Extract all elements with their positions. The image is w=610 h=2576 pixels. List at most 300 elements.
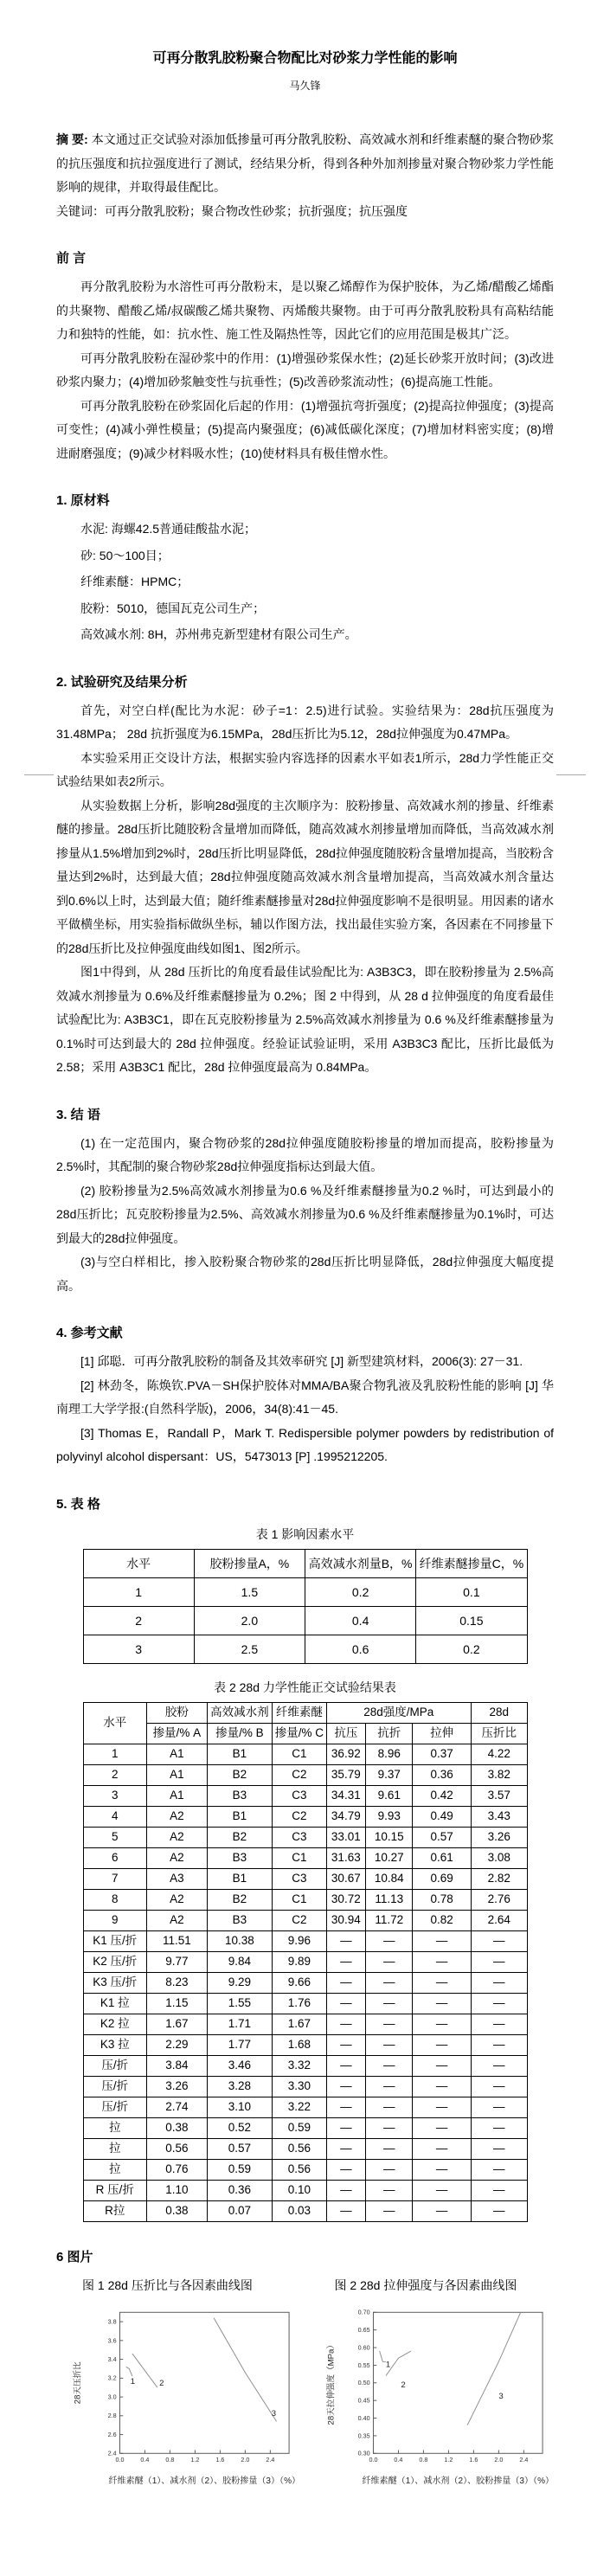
table-cell: 31.63 <box>326 1847 365 1868</box>
table-cell: 1.76 <box>273 1993 326 2014</box>
reference-item: [2] 林劲冬，陈焕钦.PVA－SH保护胶体对MMA/BA聚合物乳液及乳胶粉性能的影响 [J] 华南理工大学学报:(自然科学版)，2006，34(8):41－45. <box>56 1378 554 1416</box>
table-cell: 0.4 <box>305 1606 416 1635</box>
table-cell: A2 <box>147 1806 208 1827</box>
heading-tables: 5. 表 格 <box>56 1496 100 1512</box>
table-header-cell: 拉伸 <box>413 1723 472 1744</box>
y-tick-label: 0.45 <box>357 2396 370 2405</box>
table-cell: A2 <box>147 1910 208 1930</box>
table-row <box>83 1577 527 1606</box>
experiment-paragraph-2: 本实验采用正交设计方法，根据实验内容选择的因素水平如表1所示，28d力学性能正交试验结果如表2所示。 <box>56 750 554 788</box>
heading-experiment: 2. 试验研究及结果分析 <box>56 674 188 690</box>
table-cell: B2 <box>207 1827 273 1847</box>
table-cell: 11.72 <box>366 1910 413 1930</box>
table1-caption: 表 1 影响因素水平 <box>255 1526 355 1541</box>
y-tick-label: 2.4 <box>107 2449 117 2457</box>
x-tick-label: 0.4 <box>393 2455 402 2464</box>
plot-box <box>373 2312 543 2453</box>
table-cell: 9.61 <box>366 1785 413 1806</box>
table-cell: — <box>326 2076 365 2097</box>
table-cell: C1 <box>273 1847 326 1868</box>
table-cell: 8 <box>83 1889 147 1910</box>
x-tick-label: 1.2 <box>190 2455 200 2464</box>
table-cell: — <box>413 2014 472 2034</box>
table-cell: 0.69 <box>413 1868 472 1889</box>
heading-preface: 前 言 <box>56 251 87 266</box>
table-cell: 0.56 <box>273 2159 326 2180</box>
table-header-cell: 纤维素醚掺量C，% <box>416 1549 527 1577</box>
table-header-cell: 28d强度/MPa <box>326 1702 471 1723</box>
table-cell: 0.59 <box>273 2117 326 2138</box>
table-cell: 30.94 <box>326 1910 365 1930</box>
table-cell: — <box>366 2014 413 2034</box>
table-cell: — <box>471 2076 527 2097</box>
table-header-row <box>83 1702 527 1723</box>
table-header-cell: 28d <box>471 1702 527 1723</box>
heading-conclusion: 3. 结 语 <box>56 1107 100 1122</box>
table-cell: B2 <box>207 1764 273 1785</box>
table-cell: A2 <box>147 1847 208 1868</box>
table-cell: — <box>366 2200 413 2221</box>
table-cell: — <box>413 2180 472 2200</box>
table-cell: 0.49 <box>413 1806 472 1827</box>
series-line-3 <box>214 2317 276 2421</box>
table-cell: 3.43 <box>471 1806 527 1827</box>
table-cell: 2.5 <box>194 1635 305 1663</box>
table-cell: A1 <box>147 1764 208 1785</box>
table-cell: — <box>413 2097 472 2117</box>
table-cell: — <box>326 2117 365 2138</box>
table-cell: — <box>366 2159 413 2180</box>
table-cell: 9.29 <box>207 1972 273 1993</box>
table-header-cell: 掺量/% B <box>207 1723 273 1744</box>
table-cell: 1.10 <box>147 2180 208 2200</box>
table-cell: 9.96 <box>273 1930 326 1951</box>
table-row <box>83 1827 527 1847</box>
table-cell: — <box>413 2055 472 2076</box>
table-cell: 1.71 <box>207 2014 273 2034</box>
table-cell: 9 <box>83 1910 147 1930</box>
table-cell: 0.36 <box>413 1764 472 1785</box>
table-cell: 11.51 <box>147 1930 208 1951</box>
table-cell: 0.2 <box>305 1577 416 1606</box>
table-cell: — <box>471 1951 527 1972</box>
table-orthogonal-results <box>83 1702 528 2222</box>
figure2-line-chart <box>322 2300 555 2497</box>
table-cell: 3.84 <box>147 2055 208 2076</box>
table-cell: — <box>413 1951 472 1972</box>
table-cell: 1 <box>83 1744 147 1764</box>
series-label-3: 3 <box>271 2408 277 2419</box>
table-cell: — <box>471 2200 527 2221</box>
table-cell: 1.15 <box>147 1993 208 2014</box>
x-axis-title: 纤维素醚（1）、减水剂（2）、胶粉掺量（3）（%） <box>361 2476 554 2486</box>
table-header-cell: 压折比 <box>471 1723 527 1744</box>
table-cell: 7 <box>83 1868 147 1889</box>
table-cell: — <box>471 2159 527 2180</box>
table-cell: C3 <box>273 1827 326 1847</box>
table-cell: K3 拉 <box>83 2034 147 2055</box>
series-line-1 <box>126 2367 132 2376</box>
table-cell: 9.66 <box>273 1972 326 1993</box>
table-cell: K1 压/折 <box>83 1930 147 1951</box>
table-cell: 3.46 <box>207 2055 273 2076</box>
table-cell: 3 <box>83 1635 194 1663</box>
table-cell: — <box>471 2138 527 2159</box>
y-tick-label: 3.2 <box>107 2374 117 2382</box>
table-cell: A2 <box>147 1827 208 1847</box>
table-cell: — <box>413 2200 472 2221</box>
table-cell: 4.22 <box>471 1744 527 1764</box>
y-tick-label: 0.60 <box>357 2342 370 2351</box>
table-header-cell: 高效减水剂 <box>207 1702 273 1723</box>
table-cell: 2.0 <box>194 1606 305 1635</box>
table-cell: 3.22 <box>273 2097 326 2117</box>
table-cell: — <box>366 1993 413 2014</box>
heading-figures: 6 图片 <box>56 2249 93 2264</box>
heading-materials: 1. 原材料 <box>56 493 110 508</box>
y-tick-label: 2.6 <box>107 2430 117 2438</box>
table-cell: 0.82 <box>413 1910 472 1930</box>
x-tick-label: 0.0 <box>115 2455 125 2464</box>
table-cell: 5 <box>83 1827 147 1847</box>
table-cell: 3.26 <box>147 2076 208 2097</box>
table-cell: 1.5 <box>194 1577 305 1606</box>
table-cell: 10.84 <box>366 1868 413 1889</box>
table-cell: 2.64 <box>471 1910 527 1930</box>
table-cell: B3 <box>207 1785 273 1806</box>
table-cell: — <box>326 1972 365 1993</box>
table-cell: 拉 <box>83 2159 147 2180</box>
table-cell: — <box>366 1972 413 1993</box>
x-tick-label: 2.4 <box>266 2455 275 2464</box>
table-cell: — <box>413 1993 472 2014</box>
table-cell: 0.52 <box>207 2117 273 2138</box>
table-cell: — <box>366 1951 413 1972</box>
y-tick-label: 0.35 <box>357 2431 370 2439</box>
table-cell: 0.15 <box>416 1606 527 1635</box>
table-row <box>83 1606 527 1635</box>
table-cell: 8.96 <box>366 1744 413 1764</box>
table-cell: B3 <box>207 1910 273 1930</box>
table-cell: 9.89 <box>273 1951 326 1972</box>
table-cell: — <box>326 2138 365 2159</box>
table-cell: 3.32 <box>273 2055 326 2076</box>
table-cell: C2 <box>273 1806 326 1827</box>
keywords-line: 关键词：可再分散乳胶粉；聚合物改性砂浆；抗折强度；抗压强度 <box>56 203 408 218</box>
table-cell: A1 <box>147 1744 208 1764</box>
table-cell: A3 <box>147 1868 208 1889</box>
table-cell: R拉 <box>83 2200 147 2221</box>
table-header-cell: 胶粉 <box>147 1702 208 1723</box>
series-label-1: 1 <box>130 2376 136 2386</box>
conclusion-item: (1) 在一定范围内，聚合物砂浆的28d拉伸强度随胶粉掺量的增加而提高，胶粉掺量为2.5%时，其配制的聚合物砂浆28d拉伸强度指标达到最大值。 <box>56 1135 554 1173</box>
x-tick-label: 1.6 <box>215 2455 225 2464</box>
table-cell: — <box>326 1993 365 2014</box>
table-cell: 0.76 <box>147 2159 208 2180</box>
table-row <box>83 1930 527 1951</box>
preface-paragraph-3: 可再分散乳胶粉在砂浆固化后起的作用：(1)增强抗弯折强度；(2)提高拉伸强度；(3)提高可变性；(4)减小弹性模量；(5)提高内聚强度；(6)减低碳化深度；(7)增加材料密实度；(8)增进耐磨强度；(9)减少材料吸水性；(10)使材料具有极佳憎水性。 <box>56 398 554 460</box>
table-cell: 1.77 <box>207 2034 273 2055</box>
table-cell: 2.82 <box>471 1868 527 1889</box>
table-cell: — <box>326 2200 365 2221</box>
heading-references: 4. 参考文献 <box>56 1326 123 1340</box>
table-cell: K1 拉 <box>83 1993 147 2014</box>
page-break-marker <box>0 774 610 775</box>
figure1-line-chart <box>68 2300 301 2497</box>
table-header-cell: 掺量/% C <box>273 1723 326 1744</box>
figure1-caption: 图 1 28d 压折比与各因素曲线图 <box>82 2277 253 2292</box>
table-cell: 0.07 <box>207 2200 273 2221</box>
table-cell: — <box>471 1993 527 2014</box>
table-cell: 0.10 <box>273 2180 326 2200</box>
table-cell: 0.57 <box>207 2138 273 2159</box>
experiment-paragraph-3: 从实验数据上分析，影响28d强度的主次顺序为：胶粉掺量、高效减水剂的掺量、纤维素醚的掺量。28d压折比随胶粉含量增加而降低，随高效减水剂掺量增加而降低，当高效减水剂掺量从1.5%增加到2%时，28d压折比明显降低，28d拉伸强度随胶粉含量增加提高，当胶粉含量达到2%时，达到最大值；28d拉伸强度随高效减水剂含量增加提高，当高效减水剂含量达到0.6%以上时，达到最大值；随纤维素醚掺量对28d拉伸强度影响不是很明显。用因素的诸水平做横坐标，用实验指标做纵坐标，辅以作图方法，找出最佳实验方案，各因素在不同掺量下的28d压折比及拉伸强度曲线如图1、图2所示。 <box>56 798 554 955</box>
conclusion-item: (3)与空白样相比，掺入胶粉聚合物砂浆的28d压折比明显降低，28d拉伸强度大幅度提高。 <box>56 1255 554 1293</box>
table-cell: 拉 <box>83 2117 147 2138</box>
table-row <box>83 1744 527 1764</box>
table-row <box>83 1868 527 1889</box>
table-header-cell: 纤维素醚 <box>273 1702 326 1723</box>
table-cell: 10.15 <box>366 1827 413 1847</box>
table-row <box>83 1847 527 1868</box>
table-cell: 33.01 <box>326 1827 365 1847</box>
table-cell: — <box>413 2159 472 2180</box>
table-cell: — <box>366 2117 413 2138</box>
table-cell: C2 <box>273 1764 326 1785</box>
abstract-label: 摘 要: <box>56 132 88 146</box>
table-row <box>83 2076 527 2097</box>
material-line: 水泥: 海螺42.5普通硅酸盐水泥； <box>80 522 257 536</box>
table-cell: — <box>366 2180 413 2200</box>
table-cell: 9.77 <box>147 1951 208 1972</box>
table-row <box>83 1972 527 1993</box>
y-tick-label: 2.8 <box>107 2411 117 2419</box>
page-break-dash-right <box>556 774 586 775</box>
table-cell: 2.74 <box>147 2097 208 2117</box>
experiment-paragraph-4: 图1中得到，从 28d 压折比的角度看最佳试验配比为: A3B3C3，即在胶粉掺量为 2.5%高效减水剂掺量为 0.6%及纤维素醚掺量为 0.2%；图 2 中得到，从 28 d 拉伸强度的角度看最佳试验配比为: A3B3C1，即在瓦克胶粉掺量为 2.5%高效减水剂掺量为 0.6 %及纤维素醚掺量为 0.1%时可达到最大的 28d 拉伸强度。经验证试验证明，采用 A3B3C3 配比，压折比最低为 2.58；采用 A3B3C1 配比，28d 拉伸强度最高为 0.84MPa。 <box>56 965 554 1074</box>
table-cell: — <box>326 1951 365 1972</box>
table-cell: 3.08 <box>471 1847 527 1868</box>
author-name: 马久锋 <box>289 80 321 92</box>
table-cell: — <box>326 2014 365 2034</box>
preface-paragraph-1: 再分散乳胶粉为水溶性可再分散粉末，是以聚乙烯醇作为保护胶体，为乙烯/醋酸乙烯酯的共聚物、醋酸乙烯/叔碳酸乙烯共聚物、丙烯酸共聚物。由于可再分散乳胶粉具有高粘结能力和独特的性能，如：抗水性、施工性及隔热性等，因此它们的应用范围是极其广泛。 <box>56 279 554 341</box>
table-cell: 34.79 <box>326 1806 365 1827</box>
table-cell: 34.31 <box>326 1785 365 1806</box>
table-cell: 0.61 <box>413 1847 472 1868</box>
table-cell: — <box>471 1972 527 1993</box>
table-cell: 3.30 <box>273 2076 326 2097</box>
table-cell: 1.67 <box>147 2014 208 2034</box>
table-cell: 0.42 <box>413 1785 472 1806</box>
table-header-cell: 水平 <box>83 1549 194 1577</box>
table-cell: 0.56 <box>273 2138 326 2159</box>
table-cell: 0.1 <box>416 1577 527 1606</box>
table-cell: 10.27 <box>366 1847 413 1868</box>
y-tick-label: 0.65 <box>357 2325 370 2334</box>
x-tick-label: 0.0 <box>368 2455 377 2464</box>
table-header-cell: 高效减水剂量B，% <box>305 1549 416 1577</box>
plot-box <box>119 2312 289 2453</box>
table-row <box>83 1951 527 1972</box>
table-cell: 0.37 <box>413 1744 472 1764</box>
y-tick-label: 0.30 <box>357 2449 370 2457</box>
conclusion-item: (2) 胶粉掺量为2.5%高效减水剂掺量为0.6 %及纤维素醚掺量为0.2 %时，可达到最小的28d压折比；瓦克胶粉掺量为2.5%、高效减水剂掺量为0.6 %及纤维素醚掺量为0.1%时，可达到最大的28d拉伸强度。 <box>56 1183 554 1245</box>
series-label-1: 1 <box>385 2359 390 2369</box>
table-cell: 0.56 <box>147 2138 208 2159</box>
x-tick-label: 2.0 <box>241 2455 250 2464</box>
material-line: 胶粉：5010，德国瓦克公司生产； <box>80 601 266 615</box>
table-cell: B2 <box>207 1889 273 1910</box>
table-cell: B1 <box>207 1868 273 1889</box>
table-cell: — <box>366 2034 413 2055</box>
table-cell: A1 <box>147 1785 208 1806</box>
table-row <box>83 1993 527 2014</box>
table-cell: — <box>366 2097 413 2117</box>
table-cell: — <box>413 2034 472 2055</box>
table-row <box>83 2097 527 2117</box>
table-cell: C3 <box>273 1785 326 1806</box>
table-cell: 1.55 <box>207 1993 273 2014</box>
table-cell: 30.67 <box>326 1868 365 1889</box>
table-cell: 3.82 <box>471 1764 527 1785</box>
table-row <box>83 1785 527 1806</box>
series-line-2 <box>132 2354 157 2387</box>
table-header-row <box>83 1723 527 1744</box>
table-cell: 10.38 <box>207 1930 273 1951</box>
table-cell: 3 <box>83 1785 147 1806</box>
experiment-paragraph-1: 首先，对空白样(配比为水泥：砂子=1：2.5)进行试验。实验结果为：28d抗压强度为31.48MPa； 28d 抗折强度为6.15MPa，28d压折比为5.12，28d拉伸强度为0.47MPa。 <box>56 703 554 741</box>
table-cell: 30.72 <box>326 1889 365 1910</box>
table-cell: 6 <box>83 1847 147 1868</box>
table-cell: 0.38 <box>147 2117 208 2138</box>
table-header-cell: 掺量/% A <box>147 1723 208 1744</box>
table-row <box>83 2055 527 2076</box>
table-cell: — <box>471 2034 527 2055</box>
table-cell: 压/折 <box>83 2097 147 2117</box>
table-cell: — <box>471 2097 527 2117</box>
table-row <box>83 2200 527 2221</box>
table-cell: — <box>471 2117 527 2138</box>
table-cell: 0.03 <box>273 2200 326 2221</box>
series-label-2: 2 <box>400 2380 406 2390</box>
table-header-cell: 胶粉掺量A，% <box>194 1549 305 1577</box>
table-cell: — <box>366 1930 413 1951</box>
material-line: 纤维素醚：HPMC； <box>80 575 189 588</box>
table-factor-levels <box>83 1549 528 1664</box>
table-cell: R 压/折 <box>83 2180 147 2200</box>
y-tick-label: 3.8 <box>107 2317 117 2326</box>
page-break-dash-left <box>24 774 54 775</box>
table-cell: C3 <box>273 1868 326 1889</box>
table-row <box>83 2159 527 2180</box>
x-tick-label: 2.4 <box>518 2455 528 2464</box>
y-tick-label: 0.70 <box>357 2308 370 2316</box>
y-axis-title: 28天压折比 <box>73 2361 83 2404</box>
table-cell: 2 <box>83 1606 194 1635</box>
reference-item: [3] Thomas E，Randall P，Mark T. Redispersible polymer powders by redistribution of polyvinyl alcohol dispersant：US，5473013 [P] .1995212205. <box>56 1425 554 1463</box>
table-header-cell: 抗压 <box>326 1723 365 1744</box>
table-cell: 0.57 <box>413 1827 472 1847</box>
table-cell: 0.6 <box>305 1635 416 1663</box>
table-cell: K2 压/折 <box>83 1951 147 1972</box>
abstract-block <box>56 128 554 223</box>
table-cell: — <box>326 2055 365 2076</box>
figure2-caption: 图 2 28d 拉伸强度与各因素曲线图 <box>334 2277 517 2292</box>
table-cell: 2.29 <box>147 2034 208 2055</box>
table-cell: — <box>413 2138 472 2159</box>
table-row <box>83 2014 527 2034</box>
table-cell: C1 <box>273 1744 326 1764</box>
table-cell: A2 <box>147 1889 208 1910</box>
table-cell: 9.93 <box>366 1806 413 1827</box>
table-cell: 1 <box>83 1577 194 1606</box>
table-cell: K3 压/折 <box>83 1972 147 1993</box>
table-cell: — <box>366 2076 413 2097</box>
table-header-cell: 抗折 <box>366 1723 413 1744</box>
table-cell: — <box>326 2034 365 2055</box>
y-tick-label: 0.50 <box>357 2378 370 2386</box>
table-cell: 36.92 <box>326 1744 365 1764</box>
y-tick-label: 3.4 <box>107 2354 117 2363</box>
table-cell: 0.2 <box>416 1635 527 1663</box>
series-line-1 <box>379 2351 385 2361</box>
table-header-cell: 水平 <box>83 1702 147 1744</box>
table-cell: — <box>471 2055 527 2076</box>
preface-paragraph-2: 可再分散乳胶粉在湿砂浆中的作用：(1)增强砂浆保水性；(2)延长砂浆开放时间；(3)改进砂浆内聚力；(4)增加砂浆触变性与抗垂性；(5)改善砂浆流动性；(6)提高施工性能。 <box>56 350 554 389</box>
table-cell: — <box>413 1930 472 1951</box>
table-cell: 11.13 <box>366 1889 413 1910</box>
table-cell: 2.76 <box>471 1889 527 1910</box>
table-cell: B3 <box>207 1847 273 1868</box>
series-label-3: 3 <box>498 2391 504 2401</box>
table-cell: — <box>366 2138 413 2159</box>
table-cell: B1 <box>207 1744 273 1764</box>
table-cell: 0.36 <box>207 2180 273 2200</box>
table-cell: 0.78 <box>413 1889 472 1910</box>
x-tick-label: 2.0 <box>493 2455 503 2464</box>
table-cell: — <box>471 1930 527 1951</box>
table-cell: 9.84 <box>207 1951 273 1972</box>
table-cell: 3.28 <box>207 2076 273 2097</box>
table-cell: — <box>326 1930 365 1951</box>
series-label-2: 2 <box>159 2378 164 2388</box>
table-cell: 4 <box>83 1806 147 1827</box>
table-cell: — <box>326 2180 365 2200</box>
y-tick-label: 3.6 <box>107 2335 117 2344</box>
abstract-text: 本文通过正交试验对添加低掺量可再分散乳胶粉、高效减水剂和纤维素醚的聚合物砂浆的抗压强度和抗拉强度进行了测试，经结果分析，得到各种外加剂掺量对聚合物砂浆力学性能影响的规律，并取得最佳配比。 <box>56 132 554 194</box>
table-row <box>83 2117 527 2138</box>
table-row <box>83 2138 527 2159</box>
table-row <box>83 2180 527 2200</box>
reference-item: [1] 邱聪．可再分散乳胶粉的制备及其效率研究 [J] 新型建筑材料，2006(3): 27－31. <box>80 1354 523 1368</box>
table-row <box>83 1764 527 1785</box>
table-cell: — <box>413 1972 472 1993</box>
table-cell: B1 <box>207 1806 273 1827</box>
series-line-3 <box>467 2300 530 2425</box>
table-header-row <box>83 1549 527 1577</box>
table2-caption: 表 2 28d 力学性能正交试验结果表 <box>214 1680 396 1694</box>
table-cell: 3.57 <box>471 1785 527 1806</box>
table-cell: 9.37 <box>366 1764 413 1785</box>
table-cell: C1 <box>273 1889 326 1910</box>
x-tick-label: 1.6 <box>468 2455 478 2464</box>
y-tick-label: 0.40 <box>357 2413 370 2422</box>
table-cell: 2 <box>83 1764 147 1785</box>
table-cell: — <box>366 2055 413 2076</box>
table-cell: 1.67 <box>273 2014 326 2034</box>
table-row <box>83 1806 527 1827</box>
table-cell: — <box>326 2097 365 2117</box>
